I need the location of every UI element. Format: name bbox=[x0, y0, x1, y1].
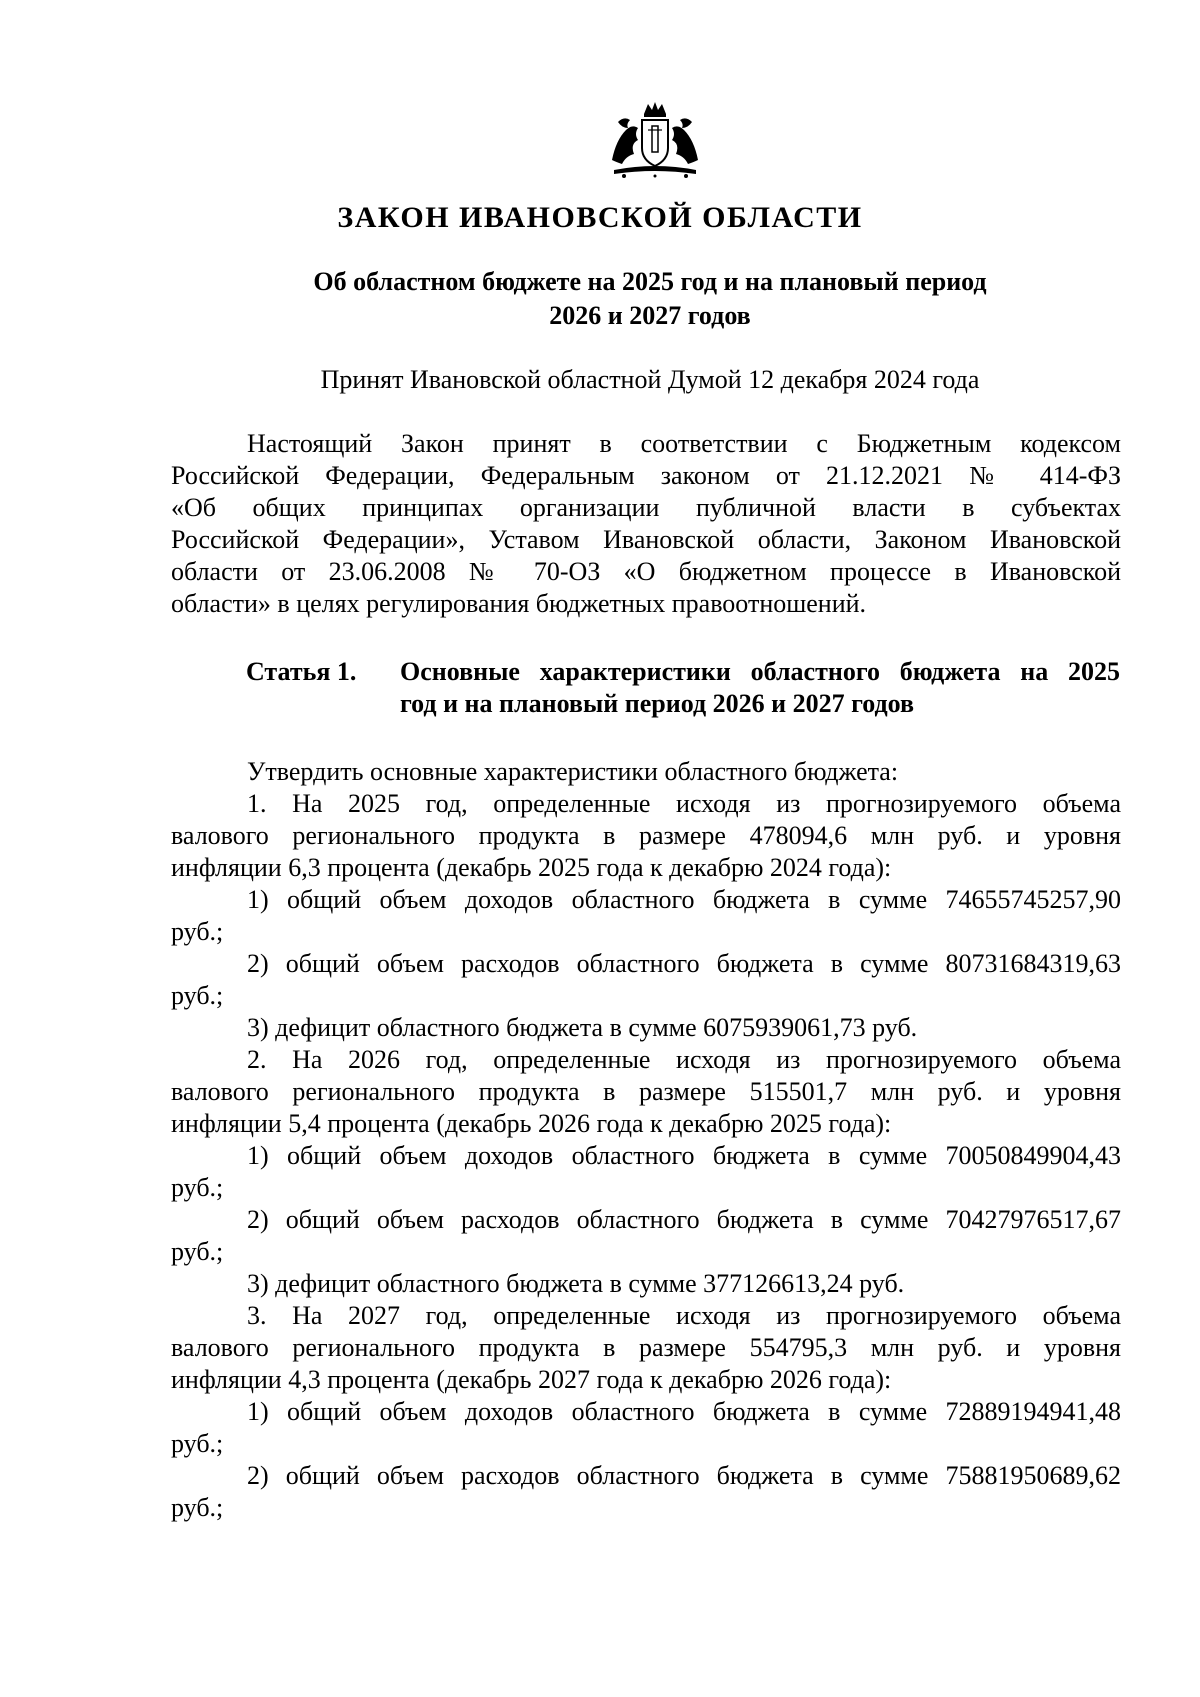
text-line: 1) общий объем доходов областного бюджета в сумме 70050849904,43 bbox=[247, 1141, 1121, 1170]
coat-of-arms-icon bbox=[604, 100, 706, 182]
text-line: руб.; bbox=[171, 917, 224, 946]
text-line: 2) общий объем расходов областного бюджета в сумме 75881950689,62 bbox=[247, 1461, 1121, 1490]
text-line: 1) общий объем доходов областного бюджета в сумме 74655745257,90 bbox=[247, 885, 1121, 914]
article-heading bbox=[400, 656, 1120, 720]
text-line: области от 23.06.2008 № 70-ОЗ «О бюджетном процессе в Ивановской bbox=[171, 557, 1121, 586]
text-line: валового регионального продукта в размере 515501,7 млн руб. и уровня bbox=[171, 1077, 1121, 1106]
text-line: инфляции 5,4 процента (декабрь 2026 года к декабрю 2025 года): bbox=[171, 1109, 892, 1138]
article-heading-line: Основные характеристики областного бюджета на 2025 bbox=[400, 657, 1120, 686]
text-line: 3) дефицит областного бюджета в сумме 6075939061,73 руб. bbox=[247, 1013, 918, 1042]
text-line: Утвердить основные характеристики областного бюджета: bbox=[247, 757, 899, 786]
text-line: 1) общий объем доходов областного бюджета в сумме 72889194941,48 bbox=[247, 1397, 1121, 1426]
text-line: 2) общий объем расходов областного бюджета в сумме 80731684319,63 bbox=[247, 949, 1121, 978]
law-subtitle-line-1: Об областном бюджете на 2025 год и на плановый период bbox=[313, 267, 987, 296]
text-line: руб.; bbox=[171, 1429, 224, 1458]
text-line: 3) дефицит областного бюджета в сумме 377126613,24 руб. bbox=[247, 1269, 905, 1298]
text-line: Российской Федерации, Федеральным законом от 21.12.2021 № 414-ФЗ bbox=[171, 461, 1121, 490]
text-line: 2. На 2026 год, определенные исходя из прогнозируемого объема bbox=[247, 1045, 1121, 1074]
text-line: 2) общий объем расходов областного бюджета в сумме 70427976517,67 bbox=[247, 1205, 1121, 1234]
coat-of-arms-svg bbox=[604, 100, 706, 182]
text-line: Настоящий Закон принят в соответствии с Бюджетным кодексом bbox=[247, 429, 1121, 458]
text-line: валового регионального продукта в размере 554795,3 млн руб. и уровня bbox=[171, 1333, 1121, 1362]
adoption-note: Принят Ивановской областной Думой 12 декабря 2024 года bbox=[320, 365, 980, 394]
text-line: руб.; bbox=[171, 1173, 224, 1202]
preamble-paragraph bbox=[171, 428, 1121, 620]
text-line: области» в целях регулирования бюджетных правоотношений. bbox=[171, 589, 867, 618]
article-1-body bbox=[171, 756, 1121, 1524]
text-line: инфляции 4,3 процента (декабрь 2027 года к декабрю 2026 года): bbox=[171, 1365, 892, 1394]
text-line: 1. На 2025 год, определенные исходя из прогнозируемого объема bbox=[247, 789, 1121, 818]
article-number: Статья 1. bbox=[246, 657, 357, 686]
law-subtitle bbox=[170, 265, 1130, 333]
text-line: инфляции 6,3 процента (декабрь 2025 года к декабрю 2024 года): bbox=[171, 853, 892, 882]
text-line: Российской Федерации», Уставом Ивановской области, Законом Ивановской bbox=[171, 525, 1121, 554]
text-line: 3. На 2027 год, определенные исходя из прогнозируемого объема bbox=[247, 1301, 1121, 1330]
text-line: руб.; bbox=[171, 1237, 224, 1266]
text-line: «Об общих принципах организации публичной власти в субъектах bbox=[171, 493, 1121, 522]
text-line: валового регионального продукта в размере 478094,6 млн руб. и уровня bbox=[171, 821, 1121, 850]
text-line: руб.; bbox=[171, 981, 224, 1010]
article-heading-line: год и на плановый период 2026 и 2027 годов bbox=[400, 689, 915, 718]
law-title: ЗАКОН ИВАНОВСКОЙ ОБЛАСТИ bbox=[337, 201, 863, 234]
text-line: руб.; bbox=[171, 1493, 224, 1522]
law-subtitle-line-2: 2026 и 2027 годов bbox=[549, 301, 751, 330]
